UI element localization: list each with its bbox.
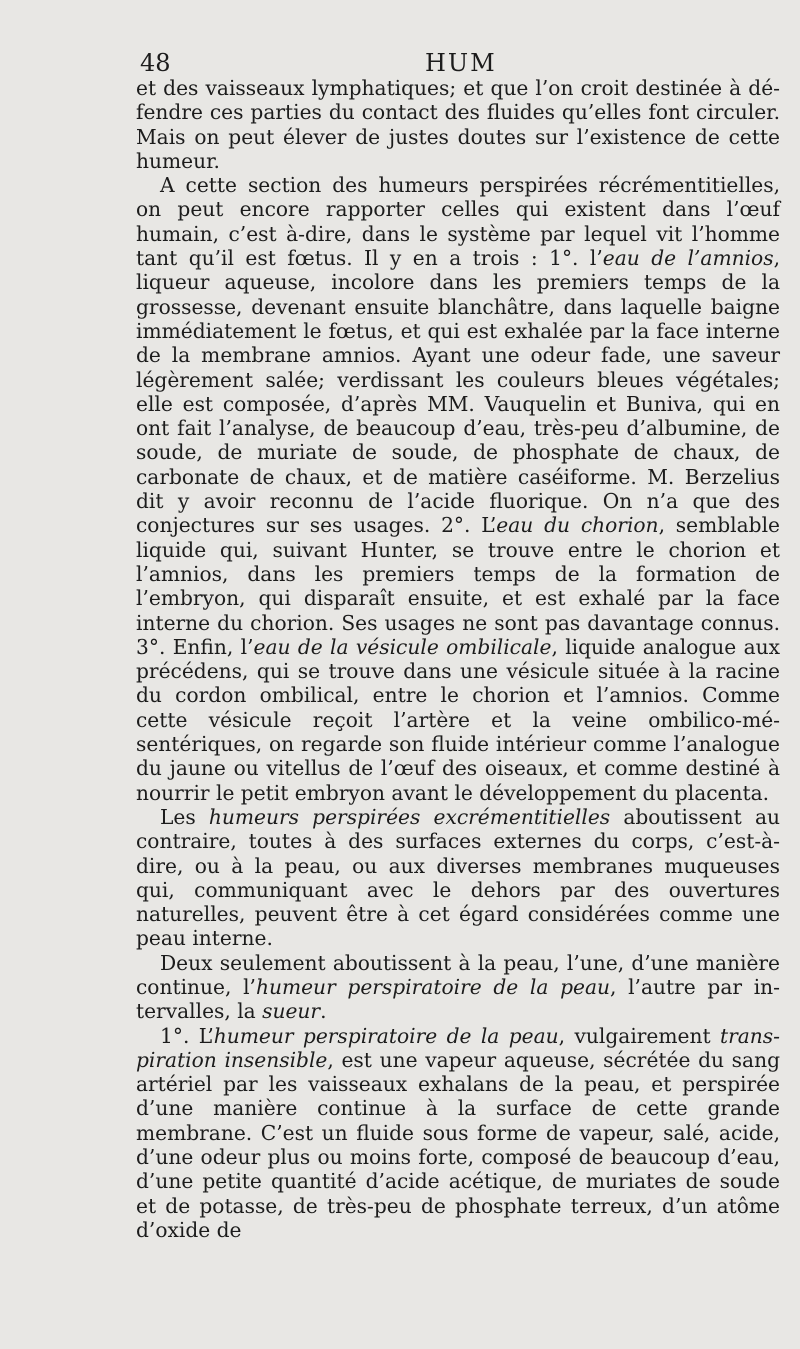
page-number: 48 bbox=[140, 49, 171, 77]
paragraph bbox=[136, 173, 780, 805]
italic-term: eau de l’amnios bbox=[602, 246, 774, 271]
text-run: , liqueur aqueuse, incolore dans les premiers temps de la grossesse, devenant ensuite blanchâtre, dans laquelle baigne immédiatement le fœtus, et qui est exhalée par la face interne de la membrane amnios. Ayant une odeur fade, une saveur légèrement salée; verdissant les couleurs bleues végétales; elle est composée, d’après MM. Vauquelin et Buniva, qui en ont fait l’analyse, de beaucoup d’eau, très-peu d’albumine, de soude, de muriate de soude, de phosphate de chaux, de carbonate de chaux, et de matière caséiforme. M. Berzelius dit y avoir reconnu de l’acide fluorique. On n’a que des conjectures sur ses usages. 2°. L’ bbox=[136, 246, 780, 538]
text-run: aboutissent au contraire, toutes à des surfaces externes du corps, c’est-à-dire, ou à la peau, ou aux diverses membranes muqueuses qui, communiquant avec le dehors par des ouvertures naturelles, peuvent être à cet égard considérées comme une peau interne. bbox=[136, 804, 780, 951]
text-run: , est une vapeur aqueuse, sécrétée du sang artériel par les vaisseaux exhalans de la peau, et perspirée d’une manière continue à la surface de cette grande membrane. C’est un fluide sous forme de vapeur, salé, acide, d’une odeur plus ou moins forte, composé de beaucoup d’eau, d’une petite quantité d’acide acétique, de muriates de soude et de potasse, de très-peu de phosphate terreux, d’un atôme d’oxide de bbox=[136, 1047, 780, 1242]
italic-term: humeur perspiratoire de la peau bbox=[213, 1023, 559, 1048]
text-run: Les bbox=[160, 804, 209, 829]
italic-term: sueur bbox=[262, 999, 321, 1024]
body-text bbox=[136, 76, 780, 1242]
text-run: , l’autre par intervalles, la bbox=[136, 974, 780, 1024]
paragraph bbox=[136, 805, 780, 951]
text-run: , liquide analogue aux précédens, qui se trouve dans une vésicule située à la racine du cordon ombilical, entre le chorion et l’amnios. Comme cette vésicule reçoit l’artère et la veine ombilico-mésentériques, on regarde son fluide intérieur comme l’analogue du jaune ou vitellus de l’œuf des oiseaux, et comme destiné à nourrir le petit embryon avant le développement du placenta. bbox=[136, 634, 781, 805]
running-head bbox=[0, 46, 800, 80]
running-title: HUM bbox=[425, 49, 497, 77]
italic-term: humeur perspiratoire de la peau bbox=[255, 974, 610, 999]
text-run: A cette section des humeurs perspirées récrémentitielles, on peut encore rapporter celles qui existent dans l’œuf humain, c’est à-dire, dans le système par lequel vit l’homme tant qu’il est fœtus. Il y en a trois : 1°. l’ bbox=[136, 173, 780, 271]
paragraph bbox=[136, 76, 780, 173]
italic-term: humeurs perspirées excrémentitielles bbox=[208, 804, 611, 829]
text-run: 1°. L’ bbox=[160, 1023, 214, 1048]
italic-term: transpiration insensible bbox=[136, 1023, 780, 1072]
paragraph bbox=[136, 951, 780, 1024]
text-run: , vulgairement bbox=[558, 1023, 720, 1048]
text-run: et des vaisseaux lymphatiques; et que l’on croit destinée à défendre ces parties du contact des fluides qu’elles font circuler. Mais on peut élever de justes doutes sur l’existence de cette humeur. bbox=[136, 76, 780, 173]
italic-term: eau de la vésicule ombilicale bbox=[253, 634, 552, 659]
italic-term: eau du chorion bbox=[496, 513, 659, 538]
text-run: , semblable liquide qui, suivant Hunter, se trouve entre le chorion et l’amnios, dans les premiers temps de la formation de l’embryon, qui disparaît ensuite, et est exhalé par la face interne du chorion. Ses usages ne sont pas davantage connus. 3°. Enfin, l’ bbox=[136, 513, 781, 659]
paragraph bbox=[136, 1024, 780, 1243]
text-run: . bbox=[320, 999, 327, 1024]
text-run: Deux seulement aboutissent à la peau, l’une, d’une manière continue, l’ bbox=[136, 950, 780, 999]
